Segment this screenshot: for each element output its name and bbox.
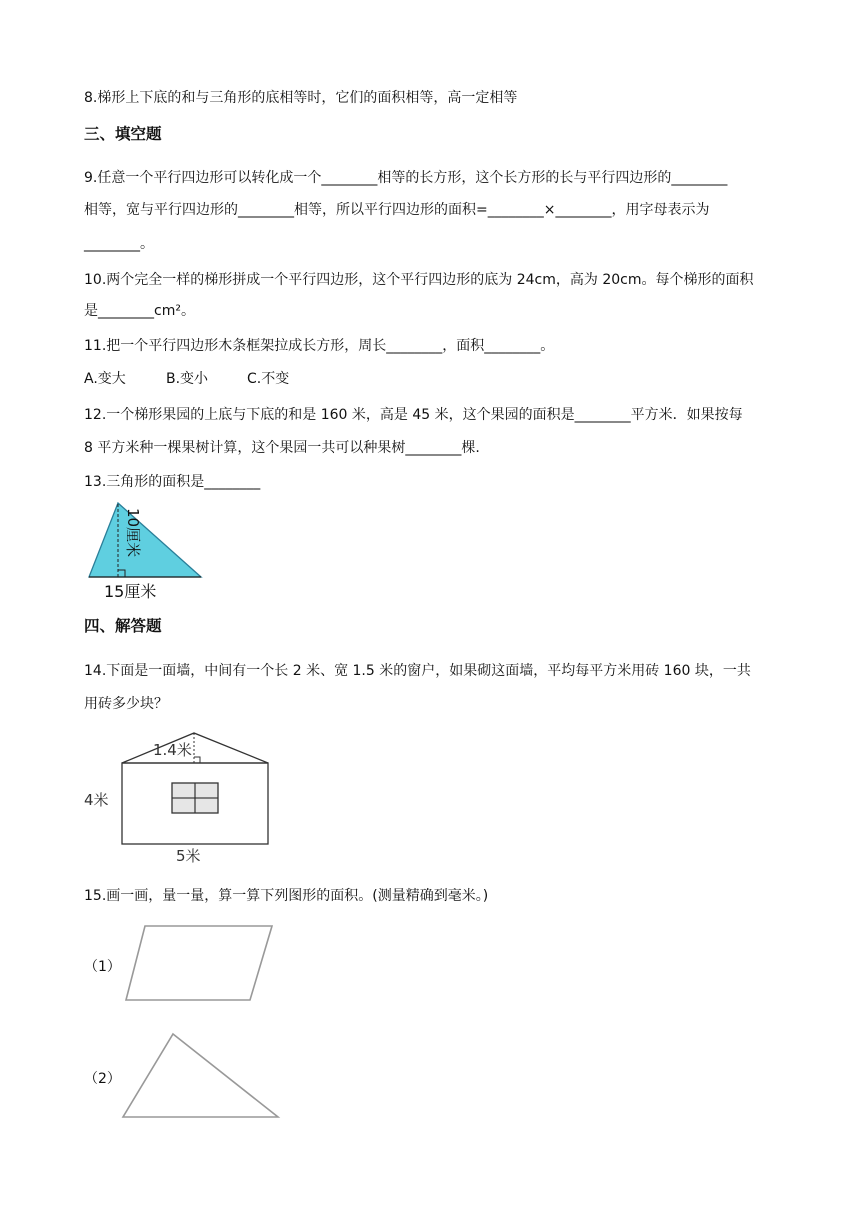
- question-9-line-2: 相等，宽与平行四边形的________相等，所以平行四边形的面积=________×________，用字母表示为: [84, 202, 710, 218]
- window-pane-top-left: [172, 783, 194, 797]
- triangle-2-shape: [123, 1034, 278, 1117]
- question-15-text: 15.画一画，量一量，算一算下列图形的面积。(测量精确到毫米。): [84, 888, 489, 904]
- roof-height-label: 1.4米: [153, 741, 192, 759]
- question-8: 8.梯形上下底的和与三角形的底相等时，它们的面积相等，高一定相等: [84, 90, 518, 106]
- question-9-line-3: ________。: [84, 236, 154, 252]
- question-11-text: 11.把一个平行四边形木条框架拉成长方形，周长________，面积________。: [84, 338, 555, 354]
- section-heading-answer: 四、解答题: [84, 617, 162, 635]
- roof-right-angle-mark: [194, 757, 200, 763]
- question-9-line-1: 9.任意一个平行四边形可以转化成一个________相等的长方形，这个长方形的长与平行四边形的________: [84, 170, 728, 186]
- question-14-line-1: 14.下面是一面墙，中间有一个长 2 米、宽 1.5 米的窗户，如果砌这面墙，平均每平方米用砖 160 块，一共: [84, 663, 751, 679]
- triangle-height-label: 10厘米: [124, 508, 142, 558]
- section-heading-fill-in: 三、填空题: [84, 125, 162, 143]
- triangle-base-label: 15厘米: [104, 582, 157, 601]
- window-pane-top-right: [196, 783, 218, 797]
- window-pane-bottom-right: [196, 799, 218, 813]
- wall-width-label: 5米: [176, 847, 201, 865]
- triangle-figure: [84, 500, 209, 608]
- question-10-line-2: 是________cm²。: [84, 303, 195, 319]
- wall-height-label: 4米: [84, 791, 109, 809]
- window: [172, 783, 218, 813]
- window-pane-bottom-left: [172, 799, 194, 813]
- question-12-line-2: 8 平方米种一棵果树计算，这个果园一共可以种果树________棵.: [84, 440, 480, 456]
- part-2-label: （2）: [84, 1071, 121, 1087]
- question-14-line-2: 用砖多少块？: [84, 696, 168, 712]
- question-13-text: 13.三角形的面积是________: [84, 474, 261, 490]
- triangle-shape: [89, 503, 201, 577]
- question-10-line-1: 10.两个完全一样的梯形拼成一个平行四边形，这个平行四边形的底为 24cm，高为 20cm。每个梯形的面积: [84, 272, 754, 288]
- question-12-line-1: 12.一个梯形果园的上底与下底的和是 160 米，高是 45 米，这个果园的面积是________平方米．如果按每: [84, 407, 743, 423]
- wall-figure: [82, 728, 282, 868]
- triangle-figure-2: [118, 1030, 283, 1122]
- parallelogram-figure: [120, 922, 280, 1007]
- roof-triangle: [122, 733, 268, 763]
- option-b: B.变小: [166, 371, 209, 387]
- part-1-label: （1）: [84, 959, 121, 975]
- option-a: A.变大: [84, 371, 126, 387]
- parallelogram-shape: [126, 926, 272, 1000]
- option-c: C.不变: [247, 371, 290, 387]
